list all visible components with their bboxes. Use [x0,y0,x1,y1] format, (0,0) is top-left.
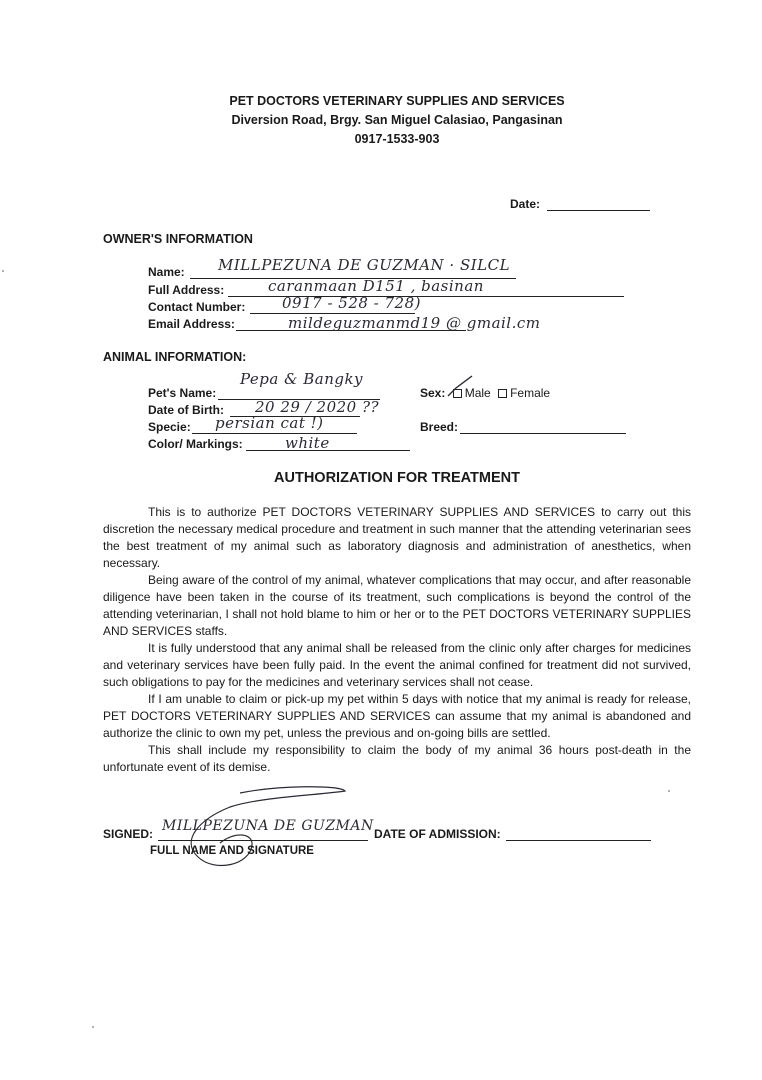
date-label: Date: [510,197,541,211]
color-value: white [285,434,330,452]
business-phone: 0917-1533-903 [354,132,440,146]
date-line [547,198,650,211]
scan-speck [92,1026,94,1028]
sex-label: Sex: [420,386,446,400]
scan-speck [668,790,670,792]
authorization-paragraph: Being aware of the control of my animal, whatever complications that may occur, and after reasonable diligence have been taken in the course of its treatment, such complications is beyond the control of the attending veterinarian, I shall not hold blame to him or her or to the PET DOCTORS VETERINARY SUPPLIES AND SERVICES staffs. [103,573,691,638]
male-check-mark-icon [446,374,476,400]
pet-name-label: Pet's Name: [148,386,217,400]
authorization-paragraph: If I am unable to claim or pick-up my pet within 5 days with notice that my animal is ready for release, PET DOCTORS VETERINARY SUPPLIES AND SERVICES can assume that my animal is abandoned and authorize the clinic to own my pet, unless the previous and on-going bills are settled. [103,692,691,740]
specie-label: Specie: [148,420,191,434]
owner-contact-value: 0917 - 528 - 728) [282,294,421,312]
male-option: Male [464,386,491,400]
dob-value: 20 29 / 2020 ?? [255,398,380,416]
pet-name-value: Pepa & Bangky [240,370,364,388]
breed-label: Breed: [420,420,459,434]
female-option: Female [510,386,551,400]
signed-value: MILLPEZUNA DE GUZMAN [162,818,374,834]
authorization-title: AUTHORIZATION FOR TREATMENT [274,470,520,486]
business-name: PET DOCTORS VETERINARY SUPPLIES AND SERVICES [229,94,565,108]
full-name-signature-label: FULL NAME AND SIGNATURE [150,845,314,857]
date-of-admission-field [374,827,651,841]
owner-name-value: MILLPEZUNA DE GUZMAN · SILCL [218,256,511,274]
authorization-paragraph: It is fully understood that any animal shall be released from the clinic only after charges for medicines and veterinary services have been fully paid. In the event the animal confined for treatment did not survived, such obligations to pay for the medicines and veterinary services shall not cease. [103,641,691,689]
owner-name-label: Name: [148,265,185,279]
owner-email-value: mildeguzmanmd19 @ gmail.cm [288,314,541,332]
specie-line [192,433,357,434]
date-of-admission-label: DATE OF ADMISSION: [374,827,501,841]
breed-line [460,433,626,434]
signed-label: SIGNED: [103,827,154,841]
authorization-body [103,504,691,776]
owner-address-value: caranmaan D151 , basinan [268,277,484,295]
business-address: Diversion Road, Brgy. San Miguel Calasiao, Pangasinan [231,113,563,127]
letterhead [0,92,762,149]
female-checkbox [498,389,507,398]
owner-email-label: Email Address: [148,317,235,331]
animal-section-title: ANIMAL INFORMATION: [103,350,247,364]
authorization-paragraph: This is to authorize PET DOCTORS VETERINARY SUPPLIES AND SERVICES to carry out this discretion the necessary medical procedure and treatment in such manner that the attending veterinarian sees the best treatment of my animal such as laboratory diagnosis and administration of anesthetics, when necessary. [103,505,691,570]
owner-address-label: Full Address: [148,283,225,297]
scan-speck [2,270,4,272]
color-label: Color/ Markings: [148,437,243,451]
authorization-paragraph: This shall include my responsibility to claim the body of my animal 36 hours post-death in the unfortunate event of its demise. [103,743,691,774]
date-of-admission-line [506,828,651,841]
owner-section-title: OWNER'S INFORMATION [103,232,253,246]
owner-contact-label: Contact Number: [148,300,246,314]
specie-value: persian cat !) [215,414,324,432]
date-field [510,197,650,211]
dob-label: Date of Birth: [148,403,224,417]
sex-field [420,386,550,400]
